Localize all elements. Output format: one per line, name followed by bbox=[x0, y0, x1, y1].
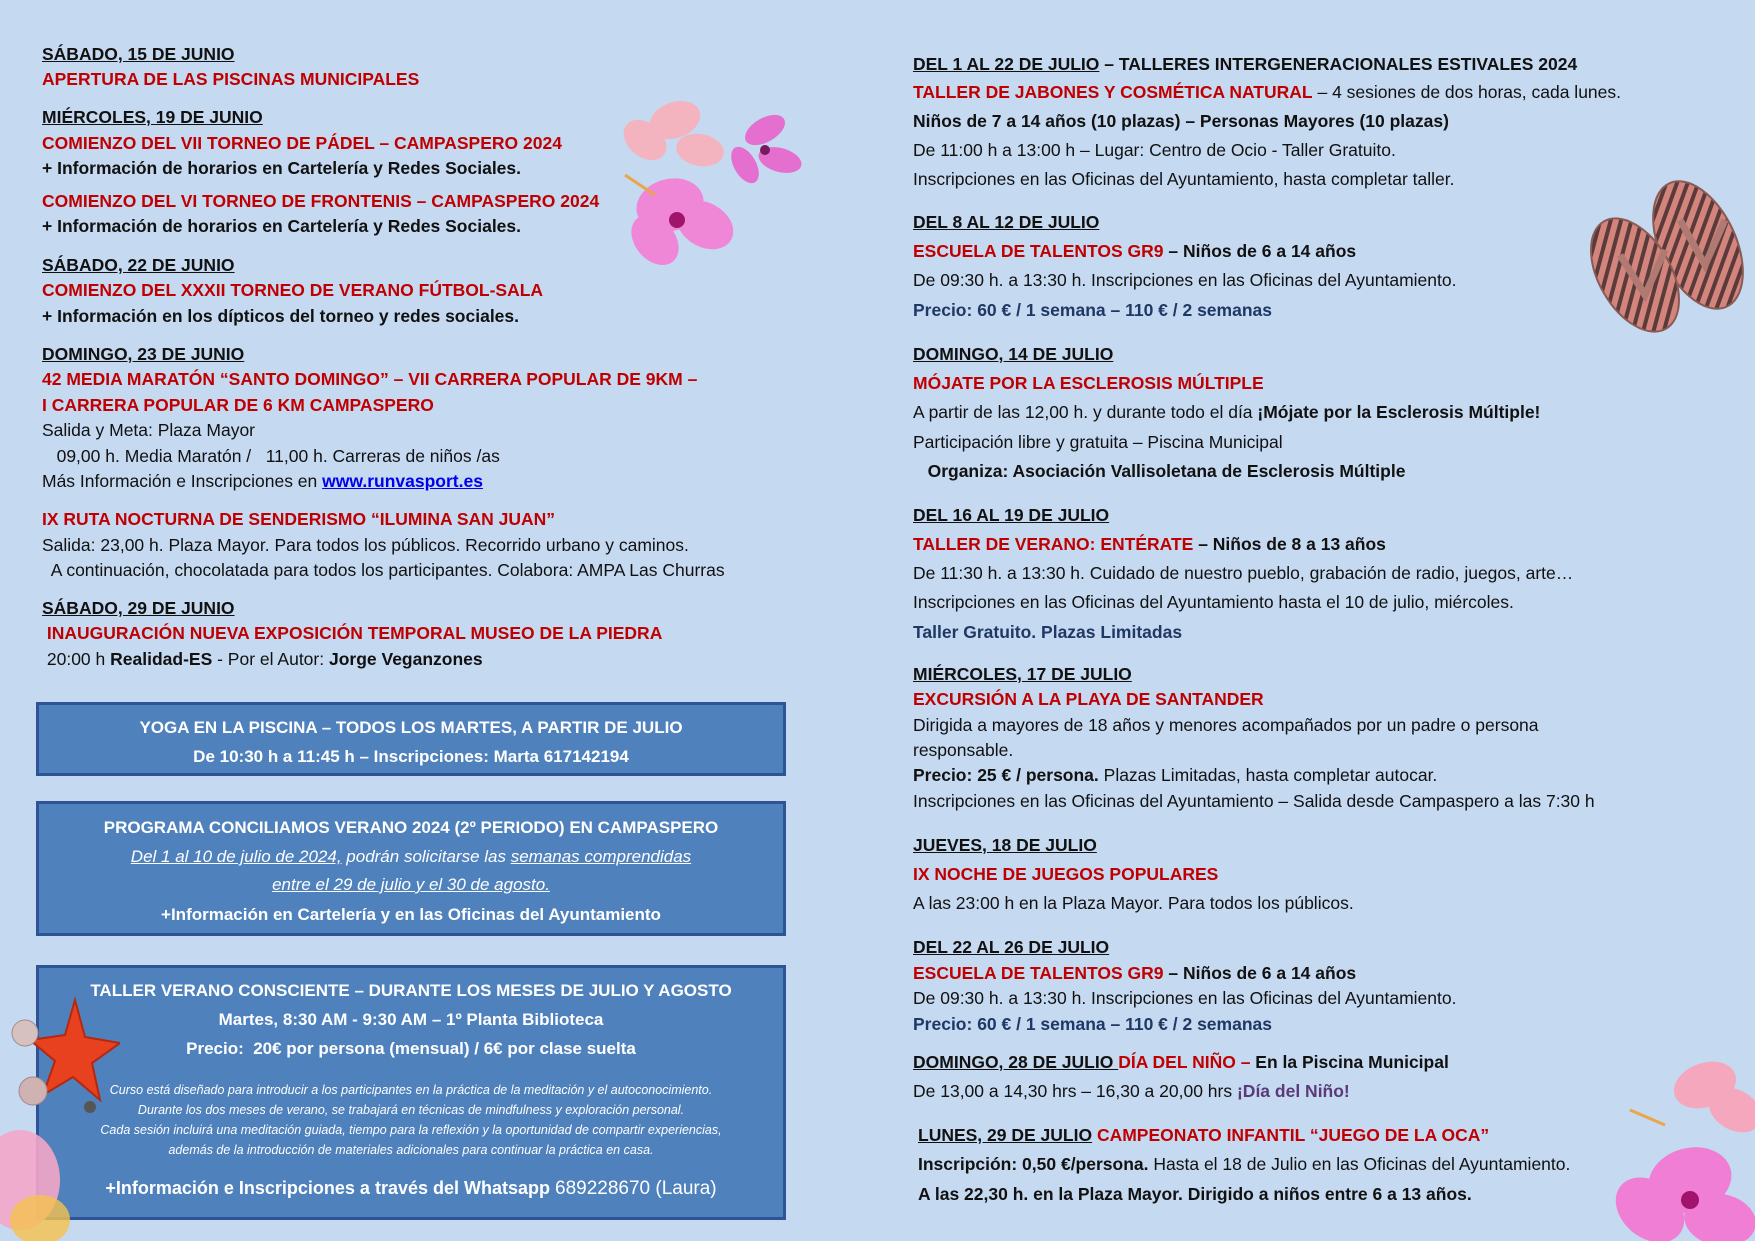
event-info: + Información en los dípticos del torneo y redes sociales. bbox=[42, 306, 520, 326]
event-title: IX RUTA NOCTURNA DE SENDERISMO “ILUMINA SAN JUAN” bbox=[42, 509, 556, 529]
event-text: A partir de las 12,00 h. y durante todo el día bbox=[913, 402, 1258, 422]
event-date: DEL 22 AL 26 DE JULIO bbox=[913, 937, 1110, 957]
event-text: Plazas Limitadas, hasta completar autocar. bbox=[1098, 765, 1438, 785]
event-date: LUNES, 29 DE JULIO bbox=[918, 1125, 1093, 1145]
date-range: Del 1 al 10 de julio de 2024, bbox=[130, 847, 342, 866]
box-price: Precio: 20€ por persona (mensual) / 6€ por clase suelta bbox=[186, 1039, 636, 1058]
event-date: DEL 1 AL 22 DE JULIO bbox=[913, 54, 1100, 74]
event-title: MÓJATE POR LA ESCLEROSIS MÚLTIPLE bbox=[913, 373, 1264, 393]
event-info: De 11:00 h a 13:00 h – Lugar: Centro de Ocio - Taller Gratuito. bbox=[913, 140, 1396, 160]
event-info: A las 22,30 h. en la Plaza Mayor. Dirigido a niños entre 6 a 13 años. bbox=[918, 1184, 1472, 1204]
box-desc: Cada sesión incluirá una meditación guiada, tiempo para la reflexión y la oportunidad de compartir experiencias, bbox=[100, 1123, 722, 1137]
weeks-range: entre el 29 de julio y el 30 de agosto. bbox=[272, 875, 550, 894]
event-date: DEL 16 AL 19 DE JULIO bbox=[913, 505, 1110, 525]
box-info bbox=[39, 1177, 783, 1200]
event-info: Salida: 23,00 h. Plaza Mayor. Para todos los públicos. Recorrido urbano y caminos. bbox=[42, 535, 689, 555]
flip-flops-icon bbox=[1580, 175, 1745, 340]
event-date: MIÉRCOLES, 19 DE JUNIO bbox=[42, 107, 263, 127]
box-desc: además de la introducción de materiales adicionales para continuar la práctica en casa. bbox=[168, 1143, 654, 1157]
event-text: – 4 sesiones de dos horas, cada lunes. bbox=[1312, 82, 1622, 102]
event-info: Inscripciones en las Oficinas del Ayuntamiento hasta el 10 de julio, miércoles. bbox=[913, 592, 1514, 612]
box-text: podrán solicitarse las bbox=[341, 847, 511, 866]
event-line bbox=[918, 1124, 1489, 1146]
event-title: DÍA DEL NIÑO – bbox=[1118, 1052, 1251, 1072]
event-title: ESCUELA DE TALENTOS GR9 bbox=[913, 963, 1164, 983]
event-info: Dirigida a mayores de 18 años y menores acompañados por un padre o persona bbox=[913, 715, 1539, 735]
event-date: SÁBADO, 22 DE JUNIO bbox=[42, 255, 235, 275]
event-title: CAMPEONATO INFANTIL “JUEGO DE LA OCA” bbox=[1092, 1125, 1490, 1145]
event-price: Precio: 60 € / 1 semana – 110 € / 2 semanas bbox=[913, 300, 1272, 320]
box-desc: Curso está diseñado para introducir a los participantes en la práctica de la meditación y el autoconocimiento. bbox=[109, 1083, 713, 1097]
event-title: TALLER DE VERANO: ENTÉRATE bbox=[913, 534, 1194, 554]
event-title: COMIENZO DEL VI TORNEO DE FRONTENIS – CAMPASPERO 2024 bbox=[42, 191, 600, 211]
event-date: SÁBADO, 15 DE JUNIO bbox=[42, 44, 235, 64]
box-line bbox=[39, 846, 783, 868]
event-line bbox=[913, 1051, 1449, 1073]
event-text: – Niños de 6 a 14 años bbox=[1163, 241, 1357, 261]
event-price: Precio: 25 € / persona. bbox=[913, 765, 1099, 785]
event-info: A las 23:00 h en la Plaza Mayor. Para todos los públicos. bbox=[913, 893, 1354, 913]
event-date: DOMINGO, 23 DE JUNIO bbox=[42, 344, 245, 364]
event-info: Niños de 7 a 14 años (10 plazas) – Personas Mayores (10 plazas) bbox=[913, 111, 1449, 131]
box-desc: Durante los dos meses de verano, se trabajará en técnicas de mindfulness y exploración personal. bbox=[137, 1103, 685, 1117]
event-title: COMIENZO DEL XXXII TORNEO DE VERANO FÚTBOL-SALA bbox=[42, 280, 544, 300]
event-info: + Información de horarios en Cartelería y Redes Sociales. bbox=[42, 158, 522, 178]
event-info bbox=[42, 648, 483, 670]
event-text: En la Piscina Municipal bbox=[1250, 1052, 1449, 1072]
event-info: responsable. bbox=[913, 740, 1014, 760]
event-info: De 11:30 h. a 13:30 h. Cuidado de nuestro pueblo, grabación de radio, juegos, arte… bbox=[913, 563, 1574, 583]
event-info: A continuación, chocolatada para todos los participantes. Colabora: AMPA Las Churras bbox=[42, 560, 725, 580]
event-info: + Información de horarios en Cartelería y Redes Sociales. bbox=[42, 216, 522, 236]
event-text: Hasta el 18 de Julio en las Oficinas del Ayuntamiento. bbox=[1148, 1154, 1571, 1174]
event-date: SÁBADO, 29 DE JUNIO bbox=[42, 598, 235, 618]
whatsapp-label: +Información e Inscripciones a través del Whatsapp bbox=[105, 1178, 555, 1198]
event-title: TALLER DE JABONES Y COSMÉTICA NATURAL bbox=[913, 82, 1313, 102]
taller-consciente-box bbox=[36, 965, 786, 1220]
event-info: Participación libre y gratuita – Piscina Municipal bbox=[913, 432, 1283, 452]
event-date: JUEVES, 18 DE JULIO bbox=[913, 835, 1097, 855]
box-title: YOGA EN LA PISCINA – TODOS LOS MARTES, A PARTIR DE JULIO bbox=[139, 718, 683, 737]
event-info bbox=[42, 470, 483, 492]
author-name: Jorge Veganzones bbox=[328, 649, 483, 669]
event-line bbox=[913, 401, 1540, 423]
event-title: 42 MEDIA MARATÓN “SANTO DOMINGO” – VII CARRERA POPULAR DE 9KM – bbox=[42, 369, 698, 389]
event-date: DOMINGO, 28 DE JULIO bbox=[913, 1052, 1119, 1072]
box-title: PROGRAMA CONCILIAMOS VERANO 2024 (2º PERIODO) EN CAMPASPERO bbox=[103, 818, 719, 837]
event-title: I CARRERA POPULAR DE 6 KM CAMPASPERO bbox=[42, 395, 434, 415]
event-info: Taller Gratuito. Plazas Limitadas bbox=[913, 622, 1183, 642]
event-date: DOMINGO, 14 DE JULIO bbox=[913, 344, 1114, 364]
whatsapp-phone: 689228670 (Laura) bbox=[555, 1178, 717, 1199]
conciliamos-box bbox=[36, 801, 786, 936]
event-text: De 13,00 a 14,30 hrs – 16,30 a 20,00 hrs bbox=[913, 1081, 1237, 1101]
event-line bbox=[913, 1080, 1350, 1102]
event-slogan: ¡Mójate por la Esclerosis Múltiple! bbox=[1257, 402, 1541, 422]
hibiscus-flower-bottom-icon bbox=[1610, 1050, 1755, 1241]
author-label: - Por el Autor: bbox=[212, 649, 329, 669]
box-line bbox=[39, 874, 783, 896]
event-line bbox=[913, 764, 1437, 786]
event-line bbox=[918, 1153, 1570, 1175]
box-line: Martes, 8:30 AM - 9:30 AM – 1º Planta Biblioteca bbox=[218, 1010, 604, 1029]
box-title: TALLER VERANO CONSCIENTE – DURANTE LOS MESES DE JULIO Y AGOSTO bbox=[90, 981, 732, 1000]
event-title: COMIENZO DEL VII TORNEO DE PÁDEL – CAMPASPERO 2024 bbox=[42, 133, 562, 153]
box-line: De 10:30 h a 11:45 h – Inscripciones: Marta 617142194 bbox=[193, 747, 629, 766]
event-date: DEL 8 AL 12 DE JULIO bbox=[913, 212, 1100, 232]
event-line bbox=[913, 533, 1386, 555]
runvasport-link[interactable]: www.runvasport.es bbox=[322, 471, 483, 491]
event-info: De 09:30 h. a 13:30 h. Inscripciones en las Oficinas del Ayuntamiento. bbox=[913, 988, 1457, 1008]
event-line bbox=[913, 240, 1356, 262]
event-line bbox=[913, 962, 1356, 984]
event-title: APERTURA DE LAS PISCINAS MUNICIPALES bbox=[42, 69, 420, 89]
hibiscus-flowers-icon bbox=[615, 85, 810, 265]
event-info-text: Más Información e Inscripciones en bbox=[42, 471, 323, 491]
event-title: INAUGURACIÓN NUEVA EXPOSICIÓN TEMPORAL MUSEO DE LA PIEDRA bbox=[42, 623, 663, 643]
event-date: MIÉRCOLES, 17 DE JULIO bbox=[913, 664, 1132, 684]
yoga-box bbox=[36, 702, 786, 776]
event-info: Salida y Meta: Plaza Mayor bbox=[42, 420, 256, 440]
box-info: +Información en Cartelería y en las Oficinas del Ayuntamiento bbox=[161, 905, 661, 924]
event-text: – Niños de 6 a 14 años bbox=[1163, 963, 1357, 983]
event-line bbox=[913, 81, 1621, 103]
event-title: IX NOCHE DE JUEGOS POPULARES bbox=[913, 864, 1219, 884]
colorful-splash-icon bbox=[0, 1120, 70, 1241]
event-info: De 09:30 h. a 13:30 h. Inscripciones en las Oficinas del Ayuntamiento. bbox=[913, 270, 1457, 290]
event-heading: – TALLERES INTERGENERACIONALES ESTIVALES 2024 bbox=[1099, 54, 1578, 74]
event-title: ESCUELA DE TALENTOS GR9 bbox=[913, 241, 1164, 261]
event-info: Inscripciones en las Oficinas del Ayuntamiento, hasta completar taller. bbox=[913, 169, 1455, 189]
event-price: Inscripción: 0,50 €/persona. bbox=[918, 1154, 1149, 1174]
event-header bbox=[913, 53, 1577, 75]
event-time: 20:00 h bbox=[42, 649, 111, 669]
event-price: Precio: 60 € / 1 semana – 110 € / 2 semanas bbox=[913, 1014, 1272, 1034]
weeks-text: semanas comprendidas bbox=[510, 847, 692, 866]
event-title: EXCURSIÓN A LA PLAYA DE SANTANDER bbox=[913, 689, 1264, 709]
exhibition-name: Realidad-ES bbox=[110, 649, 213, 669]
event-organizer: Organiza: Asociación Vallisoletana de Esclerosis Múltiple bbox=[913, 461, 1406, 481]
event-text: – Niños de 8 a 13 años bbox=[1193, 534, 1386, 554]
event-info: Inscripciones en las Oficinas del Ayuntamiento – Salida desde Campaspero a las 7:30 h bbox=[913, 791, 1595, 811]
event-slogan: ¡Día del Niño! bbox=[1236, 1081, 1350, 1101]
event-info: 09,00 h. Media Maratón / 11,00 h. Carreras de niños /as bbox=[42, 446, 500, 466]
